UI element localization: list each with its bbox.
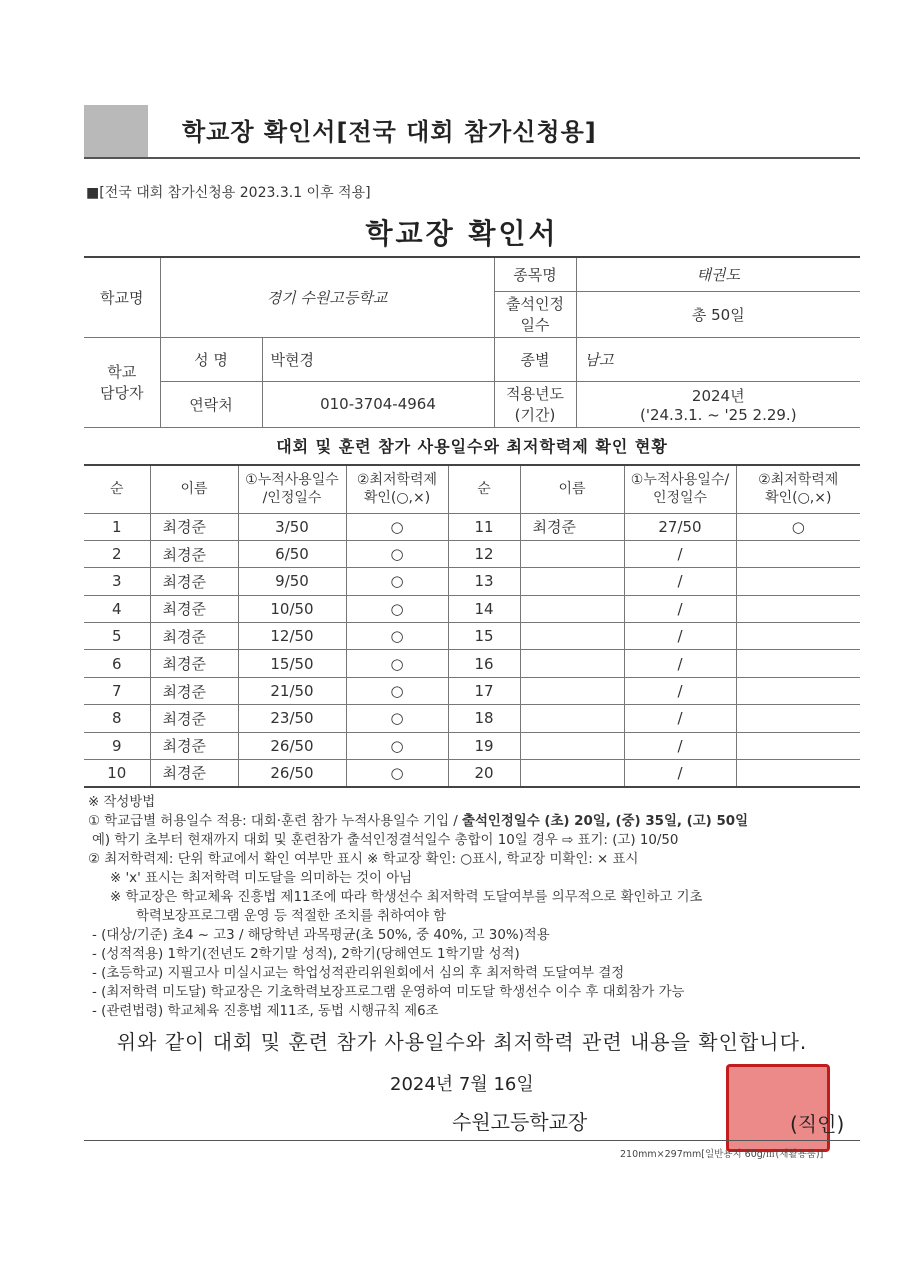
usage-table (84, 464, 860, 788)
row-days: 3/50 (238, 513, 346, 540)
row-name: 최경준 (150, 677, 238, 704)
usage-header-row (84, 465, 860, 513)
row-name-right (520, 540, 624, 567)
note-4: ※ 'x' 표시는 최저학력 미도달을 의미하는 것이 아님 (110, 871, 413, 886)
row-name: 최경준 (150, 705, 238, 732)
row-days: 26/50 (238, 760, 346, 787)
paper-spec-footer: 210mm×297mm[일반용지 60g/㎡(재활용품)] (620, 1149, 824, 1160)
row-check: ○ (346, 595, 448, 622)
row-days-right: / (624, 760, 736, 787)
row-days-right: 27/50 (624, 513, 736, 540)
table-row (84, 705, 860, 732)
document-title: 학교장 확인서 (365, 217, 559, 250)
school-value: 경기 수원고등학교 (160, 257, 494, 337)
sport-value: 태권도 (576, 257, 860, 291)
issue-date: 2024년 7월 16일 (390, 1074, 534, 1095)
row-days: 15/50 (238, 650, 346, 677)
row-name-right (520, 732, 624, 759)
school-info-table (84, 256, 860, 428)
name-label: 성 명 (160, 337, 262, 381)
row-no-right: 17 (448, 677, 520, 704)
row-no-right: 20 (448, 760, 520, 787)
row-check-right (736, 705, 860, 732)
row-check-right (736, 540, 860, 567)
school-label: 학교명 (84, 257, 160, 337)
row-name: 최경준 (150, 540, 238, 567)
table-row (84, 650, 860, 677)
table-row (84, 513, 860, 540)
name-value: 박현경 (262, 337, 494, 381)
note-1: ① 학교급별 허용일수 적용: 대회·훈련 참가 누적사용일수 기입 / 출석인정일수 (초) 20일, (중) 35일, (고) 50일 (88, 814, 749, 829)
seal-placeholder: (직인) (790, 1112, 845, 1136)
gender-value: 남고 (576, 337, 860, 381)
year-label: 적용년도 (기간) (494, 381, 576, 427)
row-name-right (520, 650, 624, 677)
note-7: - (대상/기준) 초4 ~ 고3 / 해당학년 과목평균(초 50%, 중 40%, 고 30%)적용 (92, 928, 550, 943)
row-no-right: 15 (448, 623, 520, 650)
row-days-right: / (624, 623, 736, 650)
row-no-right: 14 (448, 595, 520, 622)
banner-divider (84, 157, 860, 159)
row-days: 23/50 (238, 705, 346, 732)
header-days-right: ①누적사용일수/ 인정일수 (624, 465, 736, 513)
manager-label: 학교 담당자 (84, 337, 160, 427)
row-no: 9 (84, 732, 150, 759)
row-days: 10/50 (238, 595, 346, 622)
row-check-right (736, 650, 860, 677)
contact-label: 연락처 (160, 381, 262, 427)
header-no: 순 (84, 465, 150, 513)
table-row (84, 623, 860, 650)
row-days-right: / (624, 650, 736, 677)
row-days: 12/50 (238, 623, 346, 650)
row-no: 1 (84, 513, 150, 540)
footer-divider (84, 1140, 860, 1141)
confirmation-statement: 위와 같이 대회 및 훈련 참가 사용일수와 최저학력 관련 내용을 확인합니다. (116, 1030, 808, 1054)
note-10: - (최저학력 미도달) 학교장은 기초학력보장프로그램 운영하여 미도달 학생선수 이수 후 대회참가 가능 (92, 985, 685, 1000)
form-version-tag: ■[전국 대회 참가신청용 2023.3.1 이후 적용] (86, 185, 371, 201)
row-no-right: 11 (448, 513, 520, 540)
row-no-right: 12 (448, 540, 520, 567)
header-name-right: 이름 (520, 465, 624, 513)
row-check-right (736, 677, 860, 704)
row-name: 최경준 (150, 760, 238, 787)
row-name-right: 최경준 (520, 513, 624, 540)
row-check: ○ (346, 650, 448, 677)
header-check-right: ②최저학력제 확인(○,×) (736, 465, 860, 513)
row-days-right: / (624, 705, 736, 732)
row-name: 최경준 (150, 568, 238, 595)
row-days-right: / (624, 540, 736, 567)
note-9: - (초등학교) 지필고사 미실시교는 학업성적관리위원회에서 심의 후 최저학력 도달여부 결정 (92, 966, 625, 981)
row-check-right (736, 623, 860, 650)
row-check-right: ○ (736, 513, 860, 540)
row-name-right (520, 623, 624, 650)
instructions (88, 793, 868, 1021)
row-days: 21/50 (238, 677, 346, 704)
year-value: 2024년 ('24.3.1. ~ '25 2.29.) (576, 381, 860, 427)
row-no: 3 (84, 568, 150, 595)
banner-decoration (84, 105, 148, 157)
row-check-right (736, 760, 860, 787)
usage-status-title: 대회 및 훈련 참가 사용일수와 최저학력제 확인 현황 (276, 437, 668, 456)
row-days: 26/50 (238, 732, 346, 759)
notes-heading: ※ 작성방법 (88, 795, 156, 810)
row-check: ○ (346, 705, 448, 732)
row-no: 5 (84, 623, 150, 650)
note-8: - (성적적용) 1학기(전년도 2학기말 성적), 2학기(당해연도 1학기말 성적) (92, 947, 520, 962)
row-no: 8 (84, 705, 150, 732)
row-check: ○ (346, 623, 448, 650)
row-no-right: 16 (448, 650, 520, 677)
row-name-right (520, 705, 624, 732)
table-row (84, 677, 860, 704)
row-days-right: / (624, 677, 736, 704)
row-no-right: 13 (448, 568, 520, 595)
row-days-right: / (624, 732, 736, 759)
banner-title: 학교장 확인서[전국 대회 참가신청용] (182, 118, 597, 146)
row-check: ○ (346, 540, 448, 567)
row-check-right (736, 568, 860, 595)
row-name-right (520, 677, 624, 704)
row-days: 6/50 (238, 540, 346, 567)
row-check-right (736, 595, 860, 622)
row-check: ○ (346, 568, 448, 595)
contact-value: 010-3704-4964 (262, 381, 494, 427)
sport-label: 종목명 (494, 257, 576, 291)
table-row (84, 595, 860, 622)
row-name-right (520, 760, 624, 787)
table-row (84, 568, 860, 595)
row-no-right: 19 (448, 732, 520, 759)
table-row (84, 732, 860, 759)
gender-label: 종별 (494, 337, 576, 381)
row-name: 최경준 (150, 650, 238, 677)
header-name: 이름 (150, 465, 238, 513)
note-3: ② 최저학력제: 단위 학교에서 확인 여부만 표시 ※ 학교장 확인: ○표시, 학교장 미확인: × 표시 (88, 852, 639, 867)
signer-title: 수원고등학교장 (452, 1110, 588, 1134)
row-days-right: / (624, 595, 736, 622)
note-2: 예) 학기 초부터 현재까지 대회 및 훈련참가 출석인정결석일수 총합이 10일 경우 ⇨ 표기: (고) 10/50 (92, 833, 679, 848)
header-days: ①누적사용일수 /인정일수 (238, 465, 346, 513)
row-check: ○ (346, 732, 448, 759)
row-no: 2 (84, 540, 150, 567)
row-no: 7 (84, 677, 150, 704)
header-no-right: 순 (448, 465, 520, 513)
header-check: ②최저학력제 확인(○,×) (346, 465, 448, 513)
row-check: ○ (346, 513, 448, 540)
note-11: - (관련법령) 학교체육 진흥법 제11조, 동법 시행규칙 제6조 (92, 1004, 439, 1019)
row-name: 최경준 (150, 513, 238, 540)
row-check: ○ (346, 677, 448, 704)
row-name-right (520, 568, 624, 595)
row-check-right (736, 732, 860, 759)
row-name: 최경준 (150, 732, 238, 759)
note-5: ※ 학교장은 학교체육 진흥법 제11조에 따라 학생선수 최저학력 도달여부를 의무적으로 확인하고 기초 (110, 890, 703, 905)
note-6: 학력보장프로그램 운영 등 적절한 조치를 취하여야 함 (136, 909, 447, 924)
row-check: ○ (346, 760, 448, 787)
row-name-right (520, 595, 624, 622)
attend-days-value: 총 50일 (576, 291, 860, 337)
row-days-right: / (624, 568, 736, 595)
attend-days-label: 출석인정 일수 (494, 291, 576, 337)
row-days: 9/50 (238, 568, 346, 595)
row-no: 10 (84, 760, 150, 787)
row-name: 최경준 (150, 623, 238, 650)
row-name: 최경준 (150, 595, 238, 622)
table-row (84, 760, 860, 787)
table-row (84, 540, 860, 567)
row-no: 6 (84, 650, 150, 677)
row-no-right: 18 (448, 705, 520, 732)
row-no: 4 (84, 595, 150, 622)
